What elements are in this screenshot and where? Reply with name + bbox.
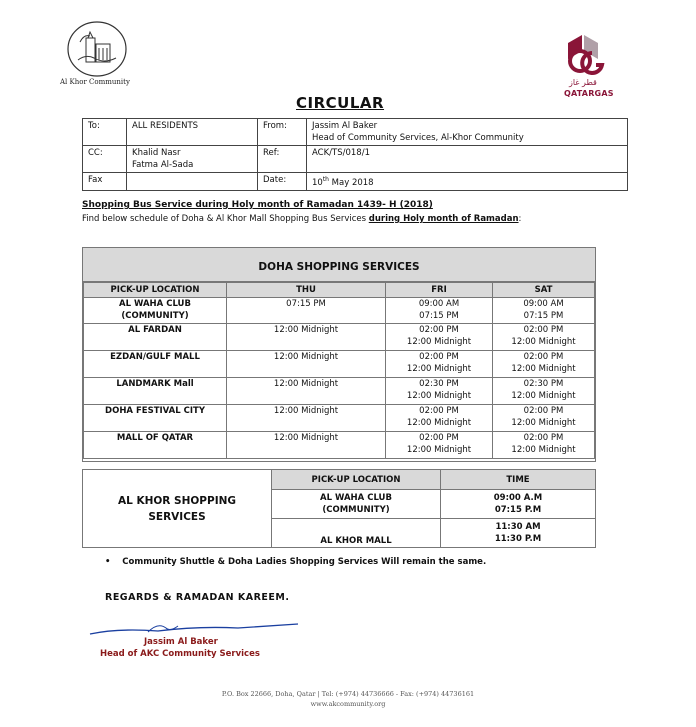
- table-row: [84, 351, 595, 378]
- from-label: From:: [258, 119, 307, 146]
- fri-times: 02:00 PM 12:00 Midnight: [386, 324, 493, 351]
- table-row: [84, 432, 595, 459]
- thu-time: 12:00 Midnight: [227, 351, 386, 378]
- sat-times: 09:00 AM 07:15 PM: [493, 298, 595, 324]
- intro-start: Find below schedule of Doha & Al Khor Mall Shopping Bus Services: [82, 214, 369, 224]
- regards-line: REGARDS & RAMADAN KAREEM.: [105, 592, 290, 603]
- cc-label: CC:: [83, 146, 127, 173]
- intro-paragraph: [82, 213, 602, 225]
- from-title: Head of Community Services, Al-Khor Community: [312, 133, 524, 143]
- footer-contact: P.O. Box 22666, Doha, Qatar | Tel: (+974) 44736666 - Fax: (+974) 44736161: [221, 690, 475, 698]
- col-pickup-location: PICK-UP LOCATION: [272, 470, 441, 490]
- fri-times: 09:00 AM 07:15 PM: [386, 298, 493, 324]
- pickup-location: MALL OF QATAR: [84, 432, 227, 459]
- thu-time: 12:00 Midnight: [227, 432, 386, 459]
- date-value: [307, 173, 628, 191]
- pickup-location: EZDAN/GULF MALL: [84, 351, 227, 378]
- fax-value: [127, 173, 258, 191]
- sat-times: 02:00 PM 12:00 Midnight: [493, 351, 595, 378]
- memo-row-fax: [83, 173, 628, 191]
- note-text: Community Shuttle & Doha Ladies Shopping Services Will remain the same.: [122, 557, 487, 567]
- alkhor-schedule-table: [82, 469, 596, 548]
- intro-underlined: during Holy month of Ramadan: [368, 214, 519, 224]
- signatory-title: Head of AKC Community Services: [100, 649, 260, 659]
- akc-logo-caption: Al Khor Community: [60, 78, 130, 86]
- pickup-location: LANDMARK Mall: [84, 378, 227, 405]
- footer-website: www.akcommunity.org: [310, 700, 386, 708]
- from-name: Jassim Al Baker: [312, 121, 378, 131]
- sat-times: 02:00 PM 12:00 Midnight: [493, 405, 595, 432]
- alkhor-header-row: [83, 470, 596, 490]
- intro-end: :: [518, 214, 522, 224]
- col-time: TIME: [441, 470, 596, 490]
- pickup-location: AL WAHA CLUB (COMMUNITY): [272, 490, 441, 519]
- table-row: [84, 405, 595, 432]
- col-thu: THU: [227, 283, 386, 298]
- signatory-name: Jassim Al Baker: [144, 637, 218, 647]
- from-value: [307, 119, 628, 146]
- thu-time: 12:00 Midnight: [227, 405, 386, 432]
- qatargas-logo: [562, 33, 612, 77]
- col-pickup-location: PICK-UP LOCATION: [84, 283, 227, 298]
- date-label: Date:: [258, 173, 307, 191]
- cc-value: [127, 146, 258, 173]
- date-rest: May 2018: [328, 177, 374, 188]
- qatargas-arabic-name: قطر غاز: [569, 78, 597, 87]
- fri-times: 02:00 PM 12:00 Midnight: [386, 432, 493, 459]
- alkhor-table-title: AL KHOR SHOPPING SERVICES: [83, 470, 272, 548]
- doha-grid: [83, 282, 595, 459]
- doha-table-title: DOHA SHOPPING SERVICES: [83, 248, 595, 282]
- akc-logo: [66, 20, 128, 78]
- signature-mark: [88, 621, 300, 635]
- to-value: ALL RESIDENTS: [127, 119, 258, 146]
- table-row: [84, 298, 595, 324]
- bullet-note: [105, 557, 486, 567]
- date-day: 10: [312, 177, 323, 188]
- thu-time: 07:15 PM: [227, 298, 386, 324]
- ref-value: ACK/TS/018/1: [307, 146, 628, 173]
- pickup-times: 11:30 AM 11:30 P.M: [441, 519, 596, 548]
- fax-label: Fax: [83, 173, 127, 191]
- doha-schedule-table: [82, 247, 596, 462]
- sat-times: 02:00 PM 12:00 Midnight: [493, 324, 595, 351]
- fri-times: 02:00 PM 12:00 Midnight: [386, 405, 493, 432]
- qatargas-name: QATARGAS: [564, 89, 614, 98]
- fri-times: 02:00 PM 12:00 Midnight: [386, 351, 493, 378]
- memo-row-to: [83, 119, 628, 146]
- sat-times: 02:00 PM 12:00 Midnight: [493, 432, 595, 459]
- doha-header-row: [84, 283, 595, 298]
- sat-times: 02:30 PM 12:00 Midnight: [493, 378, 595, 405]
- pickup-location: AL WAHA CLUB (COMMUNITY): [84, 298, 227, 324]
- memo-row-cc: [83, 146, 628, 173]
- table-row: [84, 324, 595, 351]
- thu-time: 12:00 Midnight: [227, 324, 386, 351]
- col-sat: SAT: [493, 283, 595, 298]
- fri-times: 02:30 PM 12:00 Midnight: [386, 378, 493, 405]
- date-suffix: th: [322, 176, 329, 183]
- thu-time: 12:00 Midnight: [227, 378, 386, 405]
- pickup-location: DOHA FESTIVAL CITY: [84, 405, 227, 432]
- to-label: To:: [83, 119, 127, 146]
- pickup-location: AL KHOR MALL: [272, 519, 441, 548]
- bullet-icon: •: [105, 557, 123, 567]
- page-title: CIRCULAR: [296, 94, 385, 112]
- table-row: [84, 378, 595, 405]
- cc-name-2: Fatma Al-Sada: [132, 160, 194, 170]
- subject-line: Shopping Bus Service during Holy month of Ramadan 1439- H (2018): [82, 200, 433, 210]
- cc-name-1: Khalid Nasr: [132, 148, 181, 158]
- col-fri: FRI: [386, 283, 493, 298]
- pickup-location: AL FARDAN: [84, 324, 227, 351]
- memo-header-table: [82, 118, 628, 191]
- pickup-times: 09:00 A.M 07:15 P.M: [441, 490, 596, 519]
- ref-label: Ref:: [258, 146, 307, 173]
